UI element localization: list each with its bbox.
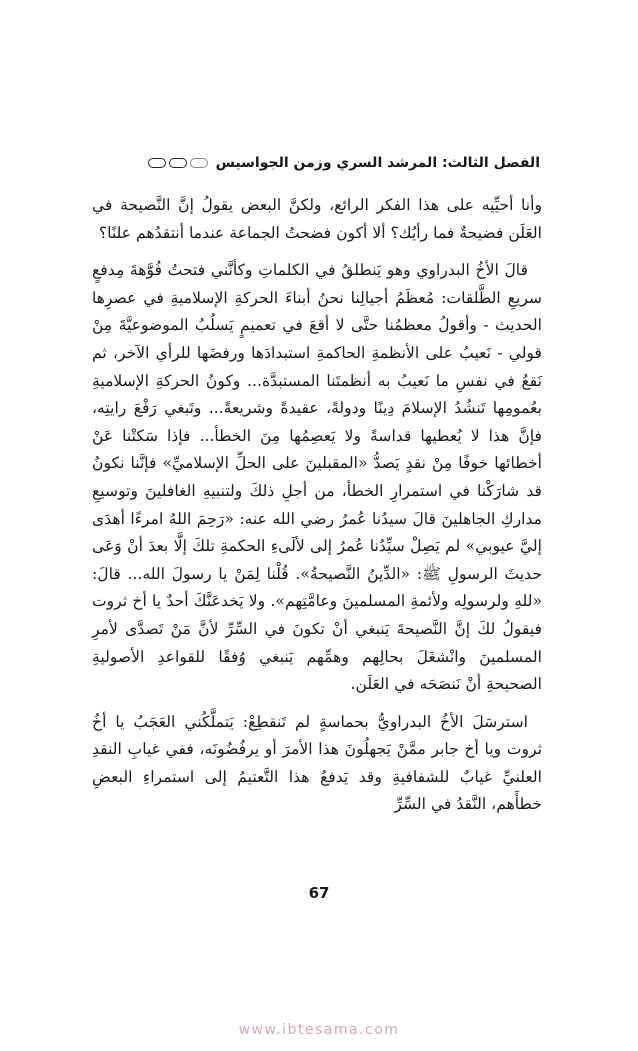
paragraph-2: قالَ الأخُ البدراوي وهو يَنطلقُ في الكلماتِ وكأنَّني فتحتُ فُوَّهةَ مِدفعٍ سريعِ الطَّلقات: مُعظَمُ أجيالِنا نحنُ أبناءَ الحركةِ الإسلاميةِ في عصرِها الحديث - وأقولُ معظمُنا حتَّى لا أقعَ في تعميمٍ يَسلُبُ الموضوعيَّةَ مِنْ قولي - نَعيبُ على الأنظمةِ الحاكمةِ استبدادَها ورفضَها للرأي الآخر، ثم نَقعُ في نفسِ ما نَعيبُ به أنظمتَنا المستبدَّة... وكونُ الحركةِ الإسلاميةِ بعُمومِها تَنشُدُ الإسلامَ دِينًا ودولةً، عقيدةً وشريعةً... وتَبغي رَفْعَ رايتِه، فإنَّ هذا لا يُعطيها قداسةً ولا يَعصِمُها مِنَ الخطأ... فإذا سَكتْنا عَنْ أخطائها خوفًا مِنْ نقدٍ يَصدُّ «المقبلينَ على الحلِّ الإسلاميِّ» فإنَّنا نكونُ قد شارَكْنا في استمرارِ الخطأ، من أجلِ ذلكَ ولتنبيهِ الغافلينَ وتوسيعِ مداركِ الجاهلينَ قالَ سيدُنا عُمرُ رضي الله عنه: «رَحِمَ اللهُ امرءًا أهدَى إليَّ عيوبي» لم يَصِلْ سيِّدُنا عُمرُ إلى لألَىءِ الحكمةِ تلكَ إلَّا بعدَ أنْ وَعَى حديثَ الرسولِ ﷺ: «الدِّينُ النَّصيحةُ». قُلْنا لِمَنْ يا رسولَ الله... قالَ: «للهِ ولرسولِه ولأئمةِ المسلمينَ وعامَّتِهم». ولا يَخدعَنَّكَ أحدٌ يا أخ ثروت فيقولُ لكَ إنَّ النَّصيحةَ يَنبغي أنْ تكونَ في السِّرِّ لأنَّ مَنْ تَصدَّى لأمرِ المسلمينَ وانْشغَلَ بحالِهم وهمِّهم يَنبغي وُفقًا للقواعدِ الأصوليةِ الصحيحةِ أنْ نَنصَحَه في العَلَن.: [92, 261, 542, 694]
chapter-title: الفصل الثالث: المرشد السري وزمن الجواسيس: [215, 155, 540, 171]
page-number: 67: [308, 884, 330, 902]
body-text: [92, 192, 542, 829]
header-ornament-icon: [148, 158, 208, 168]
paragraph-3: استرسَلَ الأخُ البدراويُّ بحماسةٍ لم تَنقطِعْ: يَتملَّكُني العَجَبُ يا أخُ ثروت ويا أخ جابر ممَّنْ يَجهلُونَ هذا الأمرَ أو يرفُضُونَه، ففي غيابِ النقدِ العلنيِّ غيابٌ للشفافيةِ وقد يَدفعُ هذا التَّعتيمُ إلى استمراءِ البعضِ خطأَهم، النَّقدُ في السِّرِّ: [92, 712, 542, 814]
paragraph-1: وأنا أحيِّيه على هذا الفكر الرائع، ولكنَّ البعض يقولُ إنَّ النَّصيحة في العَلَن فضيحةٌ فما رأيُك؟ ألا أكون فضحتُ الجماعة عندما أنتقدُهم علنًا؟: [92, 196, 542, 242]
watermark-url[interactable]: www.ibtesama.com: [238, 1022, 400, 1038]
running-header: [100, 150, 540, 176]
